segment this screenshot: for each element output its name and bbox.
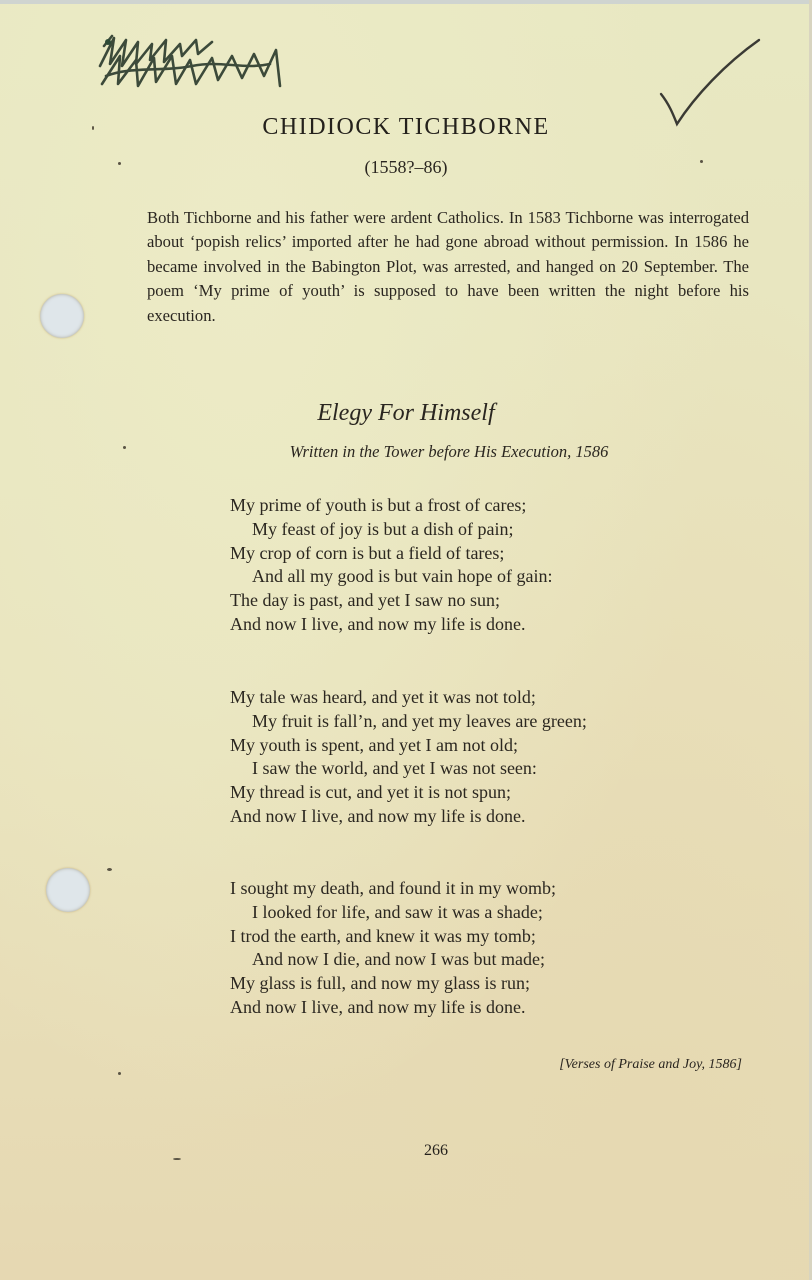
poem-line: I saw the world, and yet I was not seen:	[252, 758, 537, 779]
paper-speck	[173, 1158, 181, 1160]
poem-line: I trod the earth, and knew it was my tomb;	[230, 925, 536, 946]
author-heading: CHIDIOCK TICHBORNE	[262, 114, 550, 140]
paper-speck	[118, 1072, 121, 1075]
handwritten-scribble-icon	[92, 26, 292, 106]
poem-line: My glass is full, and now my glass is run;	[230, 973, 530, 994]
poem-line: I looked for life, and saw it was a shade;	[252, 901, 543, 922]
poem-line: The day is past, and yet I saw no sun;	[230, 590, 500, 611]
poem-line: My thread is cut, and yet it is not spun;	[230, 782, 511, 803]
poem-title: Elegy For Himself	[317, 400, 495, 426]
poem-line: I sought my death, and found it in my womb;	[230, 878, 556, 898]
punch-hole	[40, 294, 84, 338]
poem-line: And now I die, and now I was but made;	[252, 949, 545, 970]
poem-line: And now I live, and now my life is done.	[230, 613, 526, 634]
poem-stanza-1	[230, 494, 700, 637]
poem-line: My crop of corn is but a field of tares;	[230, 542, 505, 563]
poem-stanza-3	[230, 877, 700, 1020]
punch-hole	[46, 868, 90, 912]
poem-line: And now I live, and now my life is done.	[230, 996, 526, 1017]
poem-line: And now I live, and now my life is done.	[230, 805, 526, 826]
author-biography: Both Tichborne and his father were ardent Catholics. In 1583 Tichborne was interrogated about ‘popish relics’ imported after he had gone abroad without permission. In 1586 he became involved in the Babington Plot, was arrested, and hanged on 20 September. The poem ‘My prime of youth’ is supposed to have been written the night before his execution.	[147, 208, 749, 325]
page-edge-top	[0, 0, 812, 4]
poem-stanza-2	[230, 686, 700, 829]
poem-source-citation: [Verses of Praise and Joy, 1586]	[559, 1057, 742, 1072]
poem-line: My feast of joy is but a dish of pain;	[252, 518, 514, 539]
poem-line: My youth is spent, and yet I am not old;	[230, 734, 518, 755]
poem-line: My fruit is fall’n, and yet my leaves are green;	[252, 710, 587, 731]
paper-speck	[107, 868, 112, 871]
poem-line: My tale was heard, and yet it was not told;	[230, 687, 536, 707]
poem-line: My prime of youth is but a frost of cares;	[230, 495, 527, 515]
author-dates: (1558?–86)	[364, 157, 448, 177]
poem-line: And all my good is but vain hope of gain:	[252, 566, 553, 587]
poem-subtitle: Written in the Tower before His Execution, 1586	[289, 442, 609, 461]
page-number: 266	[424, 1142, 448, 1159]
